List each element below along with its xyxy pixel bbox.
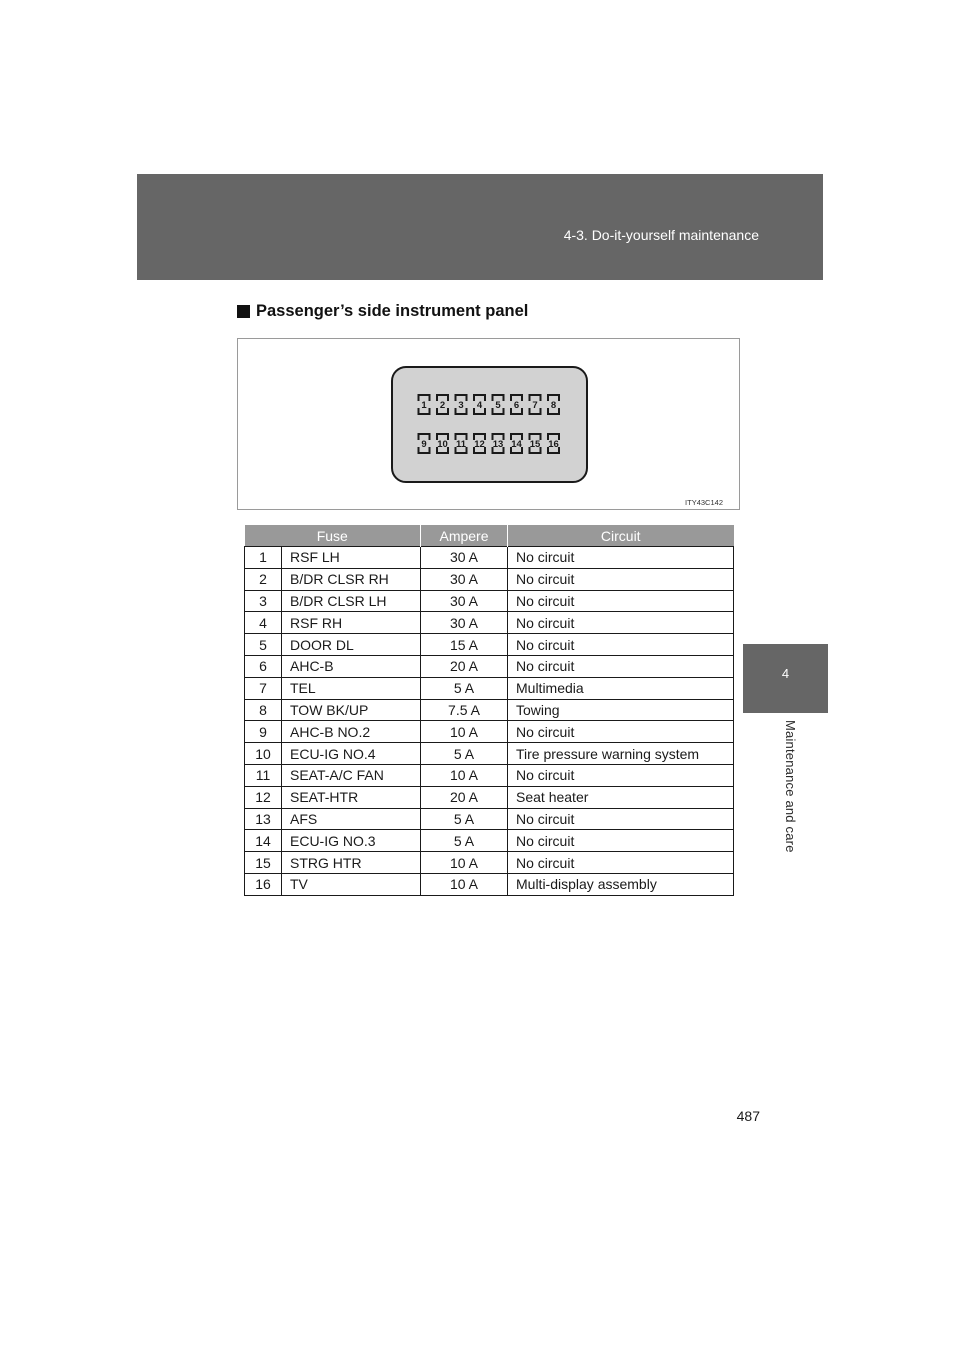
fuse-slot-number: 1 [421,400,427,411]
fuse-slot-number: 7 [532,400,538,411]
circuit-cell: No circuit [508,568,734,590]
fuse-name-cell: AHC-B [282,655,421,677]
fuse-number-cell: 7 [245,677,282,699]
fuse-name-cell: STRG HTR [282,852,421,874]
fuse-slot-number: 8 [550,400,557,411]
circuit-cell: Seat heater [508,786,734,808]
ampere-cell: 10 A [421,721,508,743]
table-row [245,764,734,786]
table-row [245,699,734,721]
section-heading [237,302,528,321]
fuse-slot-number: 2 [439,400,446,411]
figure-code: ITY43C142 [685,498,723,507]
table-header-row [245,525,734,547]
ampere-cell: 30 A [421,547,508,569]
circuit-cell: Multi-display assembly [508,873,734,895]
fuse-slot-number: 10 [437,439,448,450]
fuse-name-cell: ECU-IG NO.3 [282,830,421,852]
table-row [245,634,734,656]
fuse-number-cell: 16 [245,873,282,895]
header-band [137,174,823,280]
ampere-cell: 20 A [421,655,508,677]
ampere-cell: 30 A [421,612,508,634]
circuit-cell: No circuit [508,655,734,677]
fuse-box-diagram [238,339,739,509]
circuit-cell: No circuit [508,808,734,830]
col-header-fuse: Fuse [245,525,421,547]
fuse-number-cell: 9 [245,721,282,743]
fuse-number-cell: 8 [245,699,282,721]
circuit-cell: No circuit [508,764,734,786]
table-row [245,786,734,808]
fuse-number-cell: 11 [245,764,282,786]
table-row [245,677,734,699]
table-row [245,852,734,874]
ampere-cell: 10 A [421,852,508,874]
fuse-name-cell: SEAT-A/C FAN [282,764,421,786]
fuse-table [244,525,734,896]
table-row [245,547,734,569]
table-row [245,830,734,852]
fuse-number-cell: 6 [245,655,282,677]
fuse-number-cell: 4 [245,612,282,634]
section-heading-text: Passenger’s side instrument panel [256,302,529,320]
fuse-slot-number: 16 [548,439,559,450]
table-row [245,743,734,765]
chapter-number: 4 [781,666,790,681]
table-row [245,873,734,895]
ampere-cell: 30 A [421,590,508,612]
circuit-cell: No circuit [508,852,734,874]
fuse-name-cell: SEAT-HTR [282,786,421,808]
fuse-name-cell: RSF RH [282,612,421,634]
fuse-number-cell: 14 [245,830,282,852]
table-row [245,655,734,677]
ampere-cell: 7.5 A [421,699,508,721]
ampere-cell: 5 A [421,830,508,852]
page-number: 487 [736,1108,760,1124]
circuit-cell: No circuit [508,721,734,743]
fuse-slot-number: 12 [474,439,485,450]
fuse-slot-number: 13 [492,439,504,450]
fuse-slot-number: 6 [513,400,520,411]
ampere-cell: 30 A [421,568,508,590]
fuse-slot-number: 9 [421,439,427,450]
ampere-cell: 15 A [421,634,508,656]
table-row [245,808,734,830]
table-row [245,590,734,612]
fuse-name-cell: DOOR DL [282,634,421,656]
section-breadcrumb: 4-3. Do-it-yourself maintenance [563,227,759,243]
fuse-slot-number: 3 [458,400,464,411]
fuse-number-cell: 10 [245,743,282,765]
chapter-label: Maintenance and care [783,720,798,853]
ampere-cell: 5 A [421,743,508,765]
fuse-name-cell: AFS [282,808,421,830]
circuit-cell: No circuit [508,830,734,852]
fuse-number-cell: 5 [245,634,282,656]
heading-bullet-icon [237,305,250,318]
circuit-cell: No circuit [508,612,734,634]
fuse-name-cell: B/DR CLSR RH [282,568,421,590]
table-row [245,568,734,590]
fuse-slot-number: 11 [455,439,467,450]
fuse-name-cell: B/DR CLSR LH [282,590,421,612]
fuse-name-cell: TV [282,873,421,895]
fuse-slot-number: 5 [495,400,501,411]
fuse-slot-number: 4 [476,400,483,411]
fuse-number-cell: 1 [245,547,282,569]
ampere-cell: 10 A [421,764,508,786]
circuit-cell: No circuit [508,634,734,656]
fuse-name-cell: RSF LH [282,547,421,569]
col-header-circuit: Circuit [508,525,734,547]
circuit-cell: Tire pressure warning system [508,743,734,765]
fuse-block-outline [392,367,587,482]
circuit-cell: Multimedia [508,677,734,699]
fuse-slot-number: 14 [511,439,522,450]
fuse-number-cell: 3 [245,590,282,612]
fuse-number-cell: 2 [245,568,282,590]
ampere-cell: 20 A [421,786,508,808]
ampere-cell: 5 A [421,677,508,699]
ampere-cell: 10 A [421,873,508,895]
circuit-cell: No circuit [508,590,734,612]
circuit-cell: Towing [508,699,734,721]
col-header-ampere: Ampere [421,525,508,547]
fuse-name-cell: AHC-B NO.2 [282,721,421,743]
fuse-name-cell: ECU-IG NO.4 [282,743,421,765]
fuse-slot-number: 15 [529,439,541,450]
fuse-name-cell: TOW BK/UP [282,699,421,721]
fuse-number-cell: 13 [245,808,282,830]
fuse-box-figure [237,338,740,510]
table-row [245,721,734,743]
fuse-number-cell: 15 [245,852,282,874]
ampere-cell: 5 A [421,808,508,830]
fuse-number-cell: 12 [245,786,282,808]
fuse-name-cell: TEL [282,677,421,699]
table-row [245,612,734,634]
chapter-tab [743,644,828,713]
circuit-cell: No circuit [508,547,734,569]
